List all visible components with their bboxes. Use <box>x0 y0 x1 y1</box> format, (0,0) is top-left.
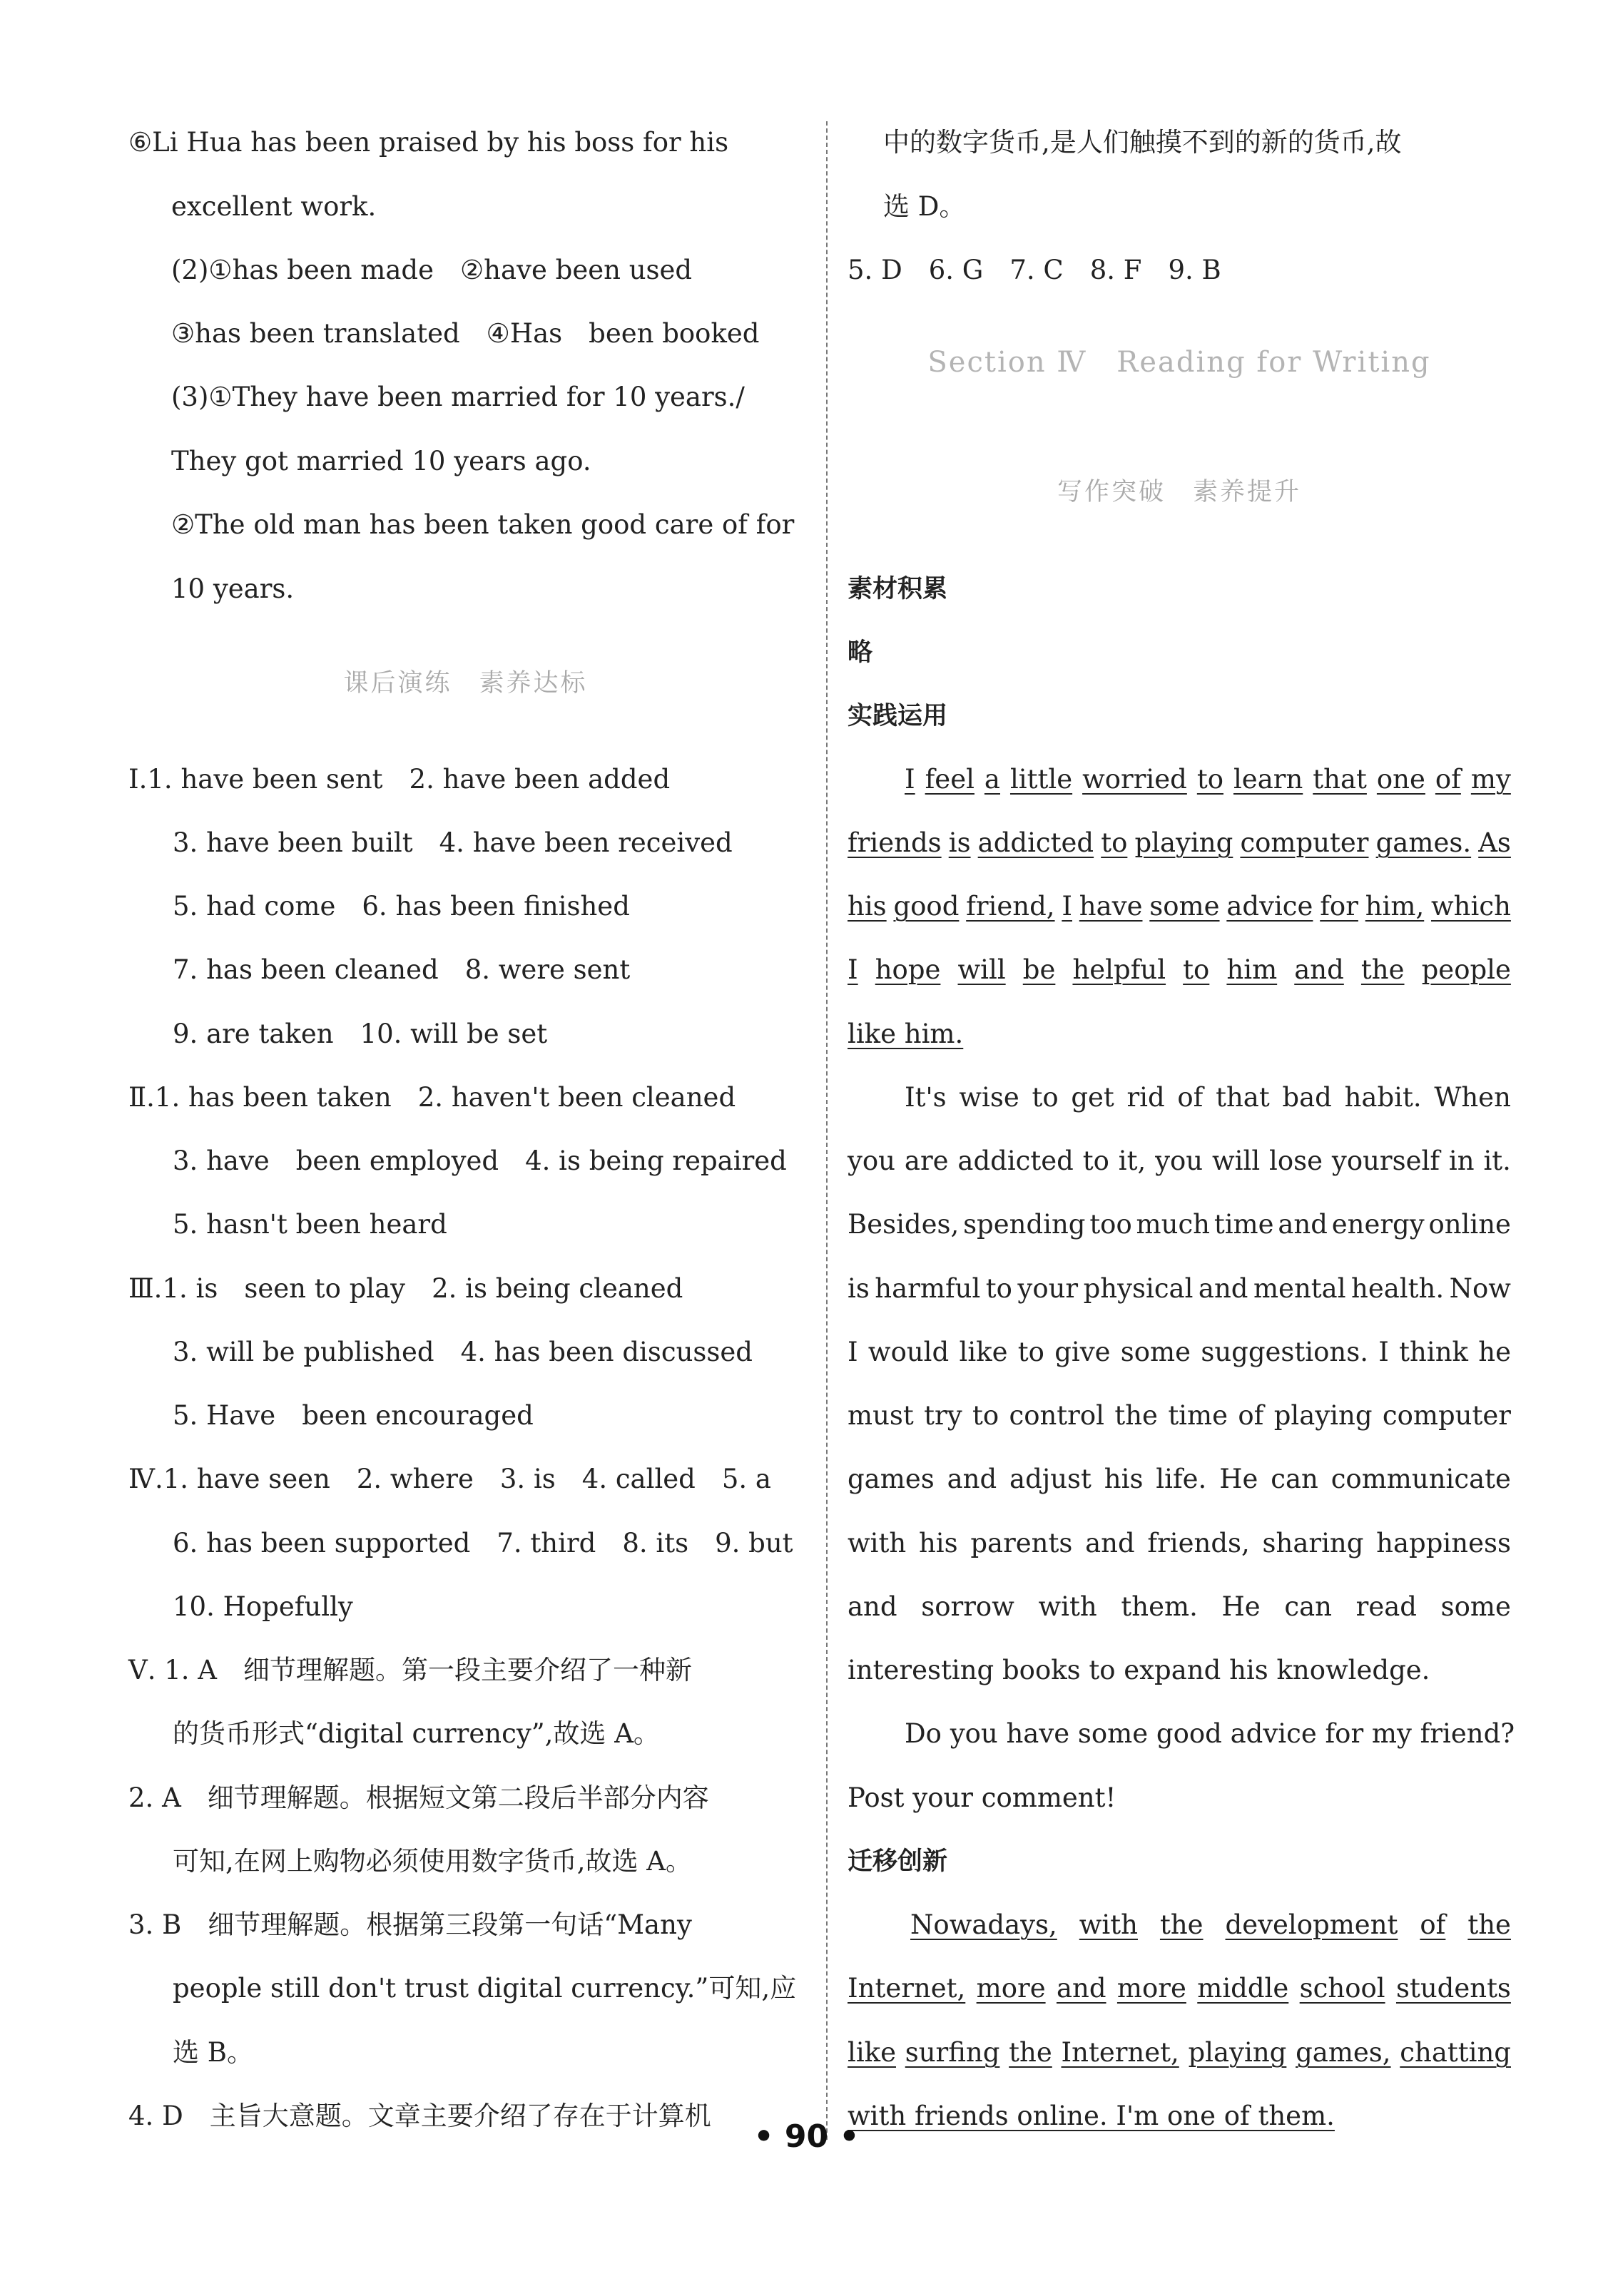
answer-part2-line1: (2)①has been made ②have been used <box>171 255 693 285</box>
exercise-I-line1: Ⅰ.1. have been sent 2. have been added <box>128 764 671 795</box>
essay-p2-line2: you are addicted to it, you will lose yourself in it. <box>848 1146 1511 1176</box>
heading-material: 素材积累 <box>848 575 948 603</box>
exercise-IV-line3: 10. Hopefully <box>173 1591 353 1622</box>
essay-p1-line4: I hope will be helpful to him and the people <box>848 954 1511 985</box>
answer-q6-line1: ⑥Li Hua has been praised by his boss for his <box>128 127 729 158</box>
exercise-V-line2: 的货币形式“digital currency”,故选 A。 <box>173 1718 660 1749</box>
essay-p2-line10: interesting books to expand his knowledge. <box>848 1655 1430 1685</box>
exercise-IV-line2: 6. has been supported 7. third 8. its 9. but <box>173 1528 793 1558</box>
essay-p1-line2: friends is addicted to playing computer games. As <box>848 827 1511 858</box>
essay-p4-line4: with friends online. I'm one of them. <box>848 2101 1335 2131</box>
essay-p2-line9: and sorrow with them. He can read some <box>848 1591 1511 1622</box>
exercise-V-line1: Ⅴ. 1. A 细节理解题。第一段主要介绍了一种新 <box>128 1655 693 1685</box>
exercise-I-line4: 7. has been cleaned 8. were sent <box>173 954 631 985</box>
exercise-I-line5: 9. are taken 10. will be set <box>173 1019 548 1049</box>
answer-part3-line3: ②The old man has been taken good care of for <box>171 509 795 540</box>
section-title-practice: 课后演练 素养达标 <box>343 669 588 698</box>
answer-cont-line1: 中的数字货币,是人们触摸不到的新的货币,故 <box>883 127 1402 158</box>
essay-p2-line4: is harmful to your physical and mental health. Now <box>848 1273 1511 1304</box>
exercise-II-line2: 3. have been employed 4. is being repaired <box>173 1146 787 1176</box>
essay-p2-line8: with his parents and friends, sharing happiness <box>848 1528 1511 1558</box>
answer-cont-line2: 选 D。 <box>883 191 966 222</box>
column-divider <box>826 121 828 2140</box>
exercise-V-line6: people still don't trust digital currency.”可知,应 <box>173 1973 797 2004</box>
exercise-I-line3: 5. had come 6. has been finished <box>173 891 630 922</box>
answer-part3-line2: They got married 10 years ago. <box>171 446 591 476</box>
essay-p1-line1: I feel a little worried to learn that one of my <box>905 764 1511 795</box>
exercise-III-line2: 3. will be published 4. has been discussed <box>173 1337 753 1367</box>
answers-5-9: 5. D 6. G 7. C 8. F 9. B <box>848 255 1221 285</box>
essay-p3-line1: Do you have some good advice for my friend? <box>905 1718 1515 1749</box>
essay-p2-line6: must try to control the time of playing computer <box>848 1400 1511 1431</box>
exercise-I-line2: 3. have been built 4. have been received <box>173 827 733 858</box>
essay-p2-line3: Besides, spending too much time and energy online <box>848 1209 1511 1240</box>
heading-practice: 实践运用 <box>848 702 948 730</box>
answer-part2-line2: ③has been translated ④Has been booked <box>171 318 760 349</box>
essay-p2-line5: I would like to give some suggestions. I think he <box>848 1337 1511 1367</box>
section-title-reading-writing: Section Ⅳ Reading for Writing <box>927 346 1431 379</box>
exercise-V-line8: 4. D 主旨大意题。文章主要介绍了存在于计算机 <box>128 2101 711 2131</box>
exercise-V-line4: 可知,在网上购物必须使用数字货币,故选 A。 <box>173 1846 693 1877</box>
exercise-V-line5: 3. B 细节理解题。根据第三段第一句话“Many <box>128 1909 692 1940</box>
essay-p2-line7: games and adjust his life. He can communicate <box>848 1464 1511 1494</box>
essay-p3-line2: Post your comment! <box>848 1782 1116 1813</box>
subtitle-writing: 写作突破 素养提升 <box>1057 478 1301 506</box>
answer-part3-line4: 10 years. <box>171 573 295 604</box>
answer-part3-line1: (3)①They have been married for 10 years./ <box>171 382 745 412</box>
answer-q6-line2: excellent work. <box>171 191 377 222</box>
exercise-III-line1: Ⅲ.1. is seen to play 2. is being cleaned <box>128 1273 683 1304</box>
essay-p2-line1: It's wise to get rid of that bad habit. When <box>905 1082 1511 1113</box>
exercise-IV-line1: Ⅳ.1. have seen 2. where 3. is 4. called 5. a <box>128 1464 771 1494</box>
essay-p4-line1: Nowadays, with the development of the <box>910 1909 1511 1940</box>
page-number: • 90 • <box>753 2118 860 2155</box>
exercise-V-line3: 2. A 细节理解题。根据短文第二段后半部分内容 <box>128 1782 709 1813</box>
essay-p1-line3: his good friend, I have some advice for him, which <box>848 891 1511 922</box>
heading-innovation: 迁移创新 <box>848 1847 948 1876</box>
exercise-V-line7: 选 B。 <box>173 2037 253 2068</box>
exercise-II-line3: 5. hasn't been heard <box>173 1209 447 1240</box>
essay-p4-line3: like surfing the Internet, playing games, chatting <box>848 2037 1511 2068</box>
material-text: 略 <box>848 638 873 667</box>
exercise-III-line3: 5. Have been encouraged <box>173 1400 534 1431</box>
exercise-II-line1: Ⅱ.1. has been taken 2. haven't been cleaned <box>128 1082 736 1113</box>
essay-p4-line2: Internet, more and more middle school students <box>848 1973 1511 2004</box>
essay-p1-line5: like him. <box>848 1019 964 1049</box>
